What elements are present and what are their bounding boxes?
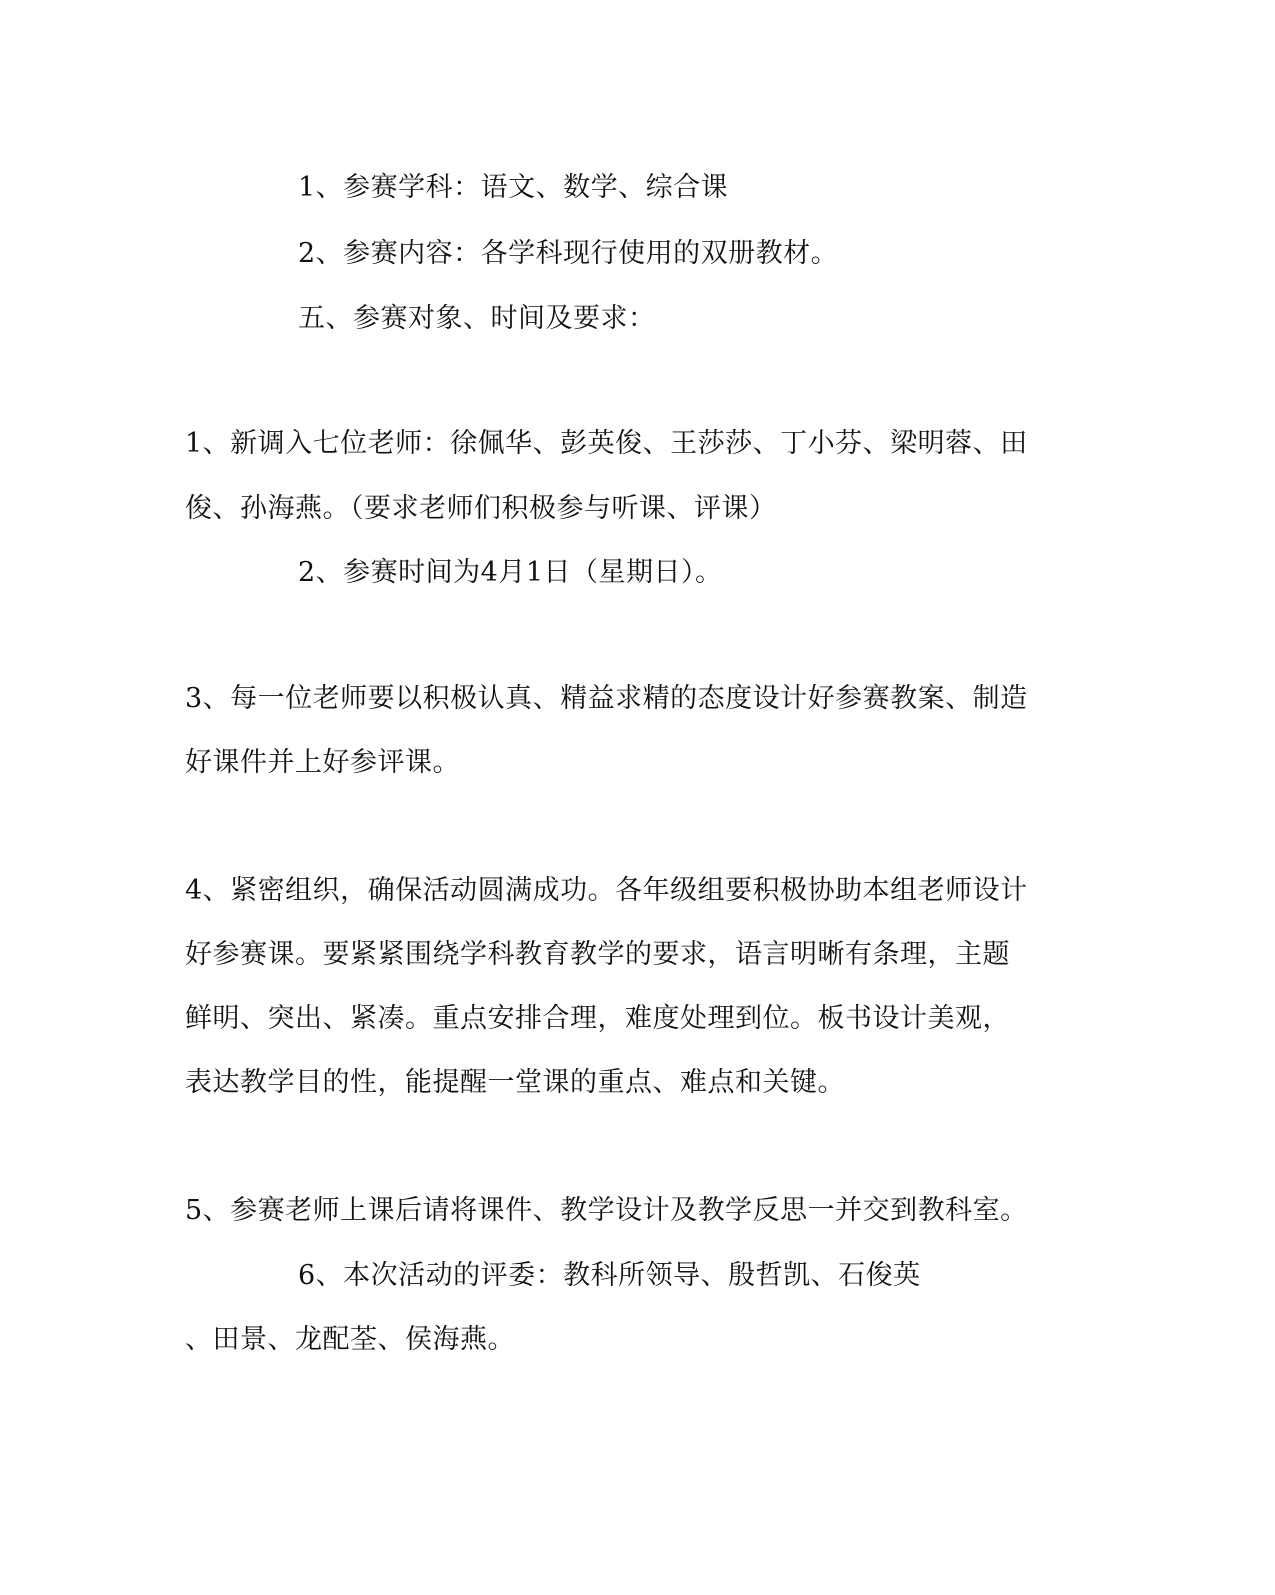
text-line-requirement-5: 5、参赛老师上课后请将课件、教学设计及教学反思一并交到教科室。 (185, 1195, 1028, 1226)
text-line-teachers-2: 俊、孙海燕。（要求老师们积极参与听课、评课） (185, 493, 777, 524)
text-line-judges-2: 、田景、龙配荃、侯海燕。 (185, 1324, 515, 1355)
text-line-requirement-4d: 表达教学目的性，能提醒一堂课的重点、难点和关键。 (185, 1067, 845, 1098)
text-line-requirement-4c: 鲜明、突出、紧凑。重点安排合理，难度处理到位。板书设计美观， (185, 1003, 1010, 1034)
text-line-teachers-1: 1、新调入七位老师：徐佩华、彭英俊、王莎莎、丁小芬、梁明蓉、田 (185, 428, 1028, 459)
text-line-time: 2、参赛时间为4月1日（星期日）。 (298, 557, 723, 588)
text-line-requirement-3a: 3、每一位老师要以积极认真、精益求精的态度设计好参赛教案、制造 (185, 683, 1028, 714)
text-line-judges-1: 6、本次活动的评委：教科所领导、殷哲凯、石俊英 (298, 1260, 921, 1291)
text-line-subjects: 1、参赛学科：语文、数学、综合课 (298, 172, 729, 203)
section-heading-participants: 五、参赛对象、时间及要求： (298, 303, 656, 334)
text-line-content: 2、参赛内容：各学科现行使用的双册教材。 (298, 238, 839, 269)
text-line-requirement-4b: 好参赛课。要紧紧围绕学科教育教学的要求，语言明晰有条理，主题 (185, 939, 1010, 970)
text-line-requirement-4a: 4、紧密组织，确保活动圆满成功。各年级组要积极协助本组老师设计 (185, 875, 1028, 906)
text-line-requirement-3b: 好课件并上好参评课。 (185, 747, 460, 778)
